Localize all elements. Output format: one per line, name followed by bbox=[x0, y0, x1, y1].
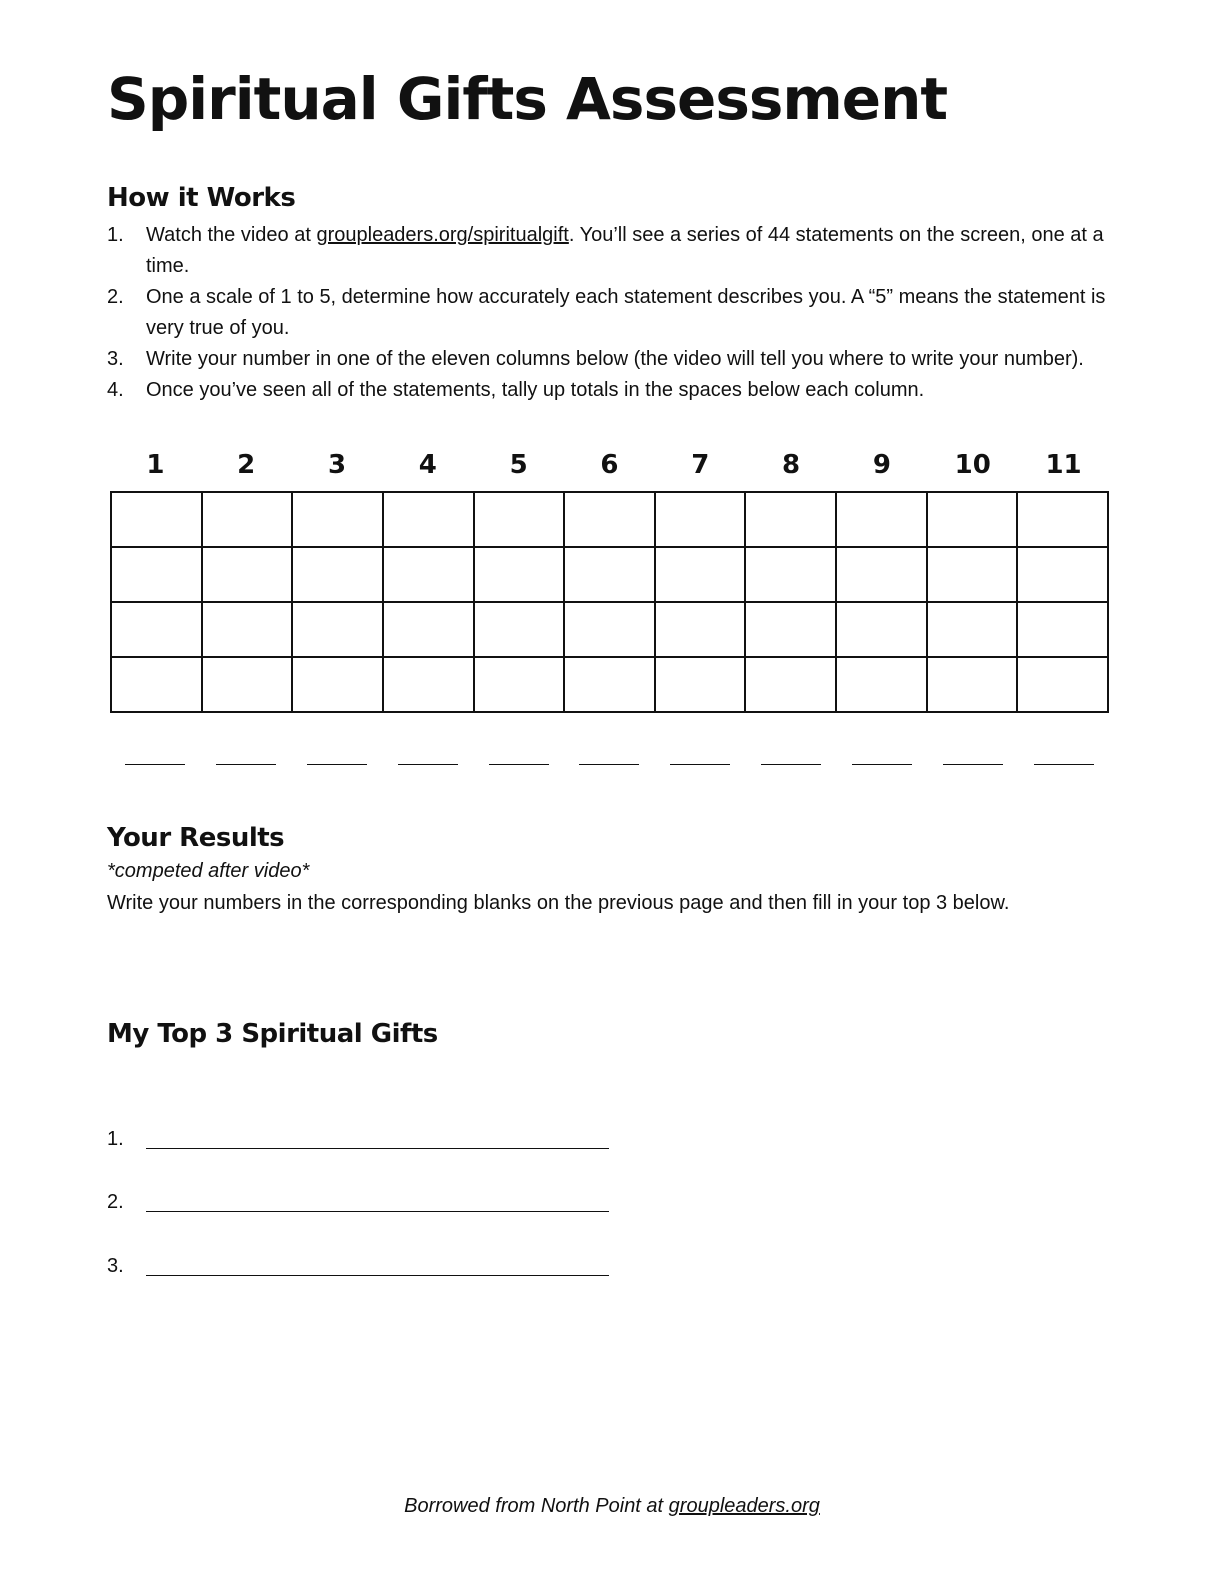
top-gift-number: 3. bbox=[107, 1254, 124, 1277]
grid-cell[interactable] bbox=[745, 602, 836, 657]
top-gift-blank[interactable] bbox=[146, 1253, 609, 1276]
grid-cell[interactable] bbox=[383, 492, 474, 547]
grid-row bbox=[111, 657, 1108, 712]
grid-row bbox=[111, 602, 1108, 657]
column-total-blank[interactable] bbox=[655, 764, 746, 765]
step-item bbox=[107, 375, 1107, 406]
grid-cell[interactable] bbox=[474, 492, 565, 547]
grid-cell[interactable] bbox=[292, 657, 383, 712]
grid-column-headers bbox=[110, 450, 1109, 480]
step-text bbox=[146, 220, 1107, 282]
video-link[interactable]: groupleaders.org/spiritualgift bbox=[316, 224, 569, 246]
grid-cell[interactable] bbox=[383, 657, 474, 712]
column-total-blanks bbox=[110, 764, 1109, 765]
grid-row bbox=[111, 547, 1108, 602]
top-gift-item bbox=[107, 1085, 609, 1149]
step-item bbox=[107, 220, 1107, 282]
grid-cell[interactable] bbox=[1017, 547, 1108, 602]
top-gift-number: 2. bbox=[107, 1191, 124, 1213]
grid-row bbox=[111, 492, 1108, 547]
step-text-after: . You’ll see a series of 44 statements on the screen, one at a time. bbox=[146, 224, 1104, 277]
top-gift-item bbox=[107, 1212, 609, 1276]
grid-cell[interactable] bbox=[836, 657, 927, 712]
column-total-blank[interactable] bbox=[382, 764, 473, 765]
grid-cell[interactable] bbox=[292, 492, 383, 547]
grid-cell[interactable] bbox=[1017, 657, 1108, 712]
grid-cell[interactable] bbox=[383, 602, 474, 657]
column-total-blank[interactable] bbox=[473, 764, 564, 765]
grid-cell[interactable] bbox=[655, 492, 746, 547]
grid-cell[interactable] bbox=[564, 492, 655, 547]
grid-cell[interactable] bbox=[202, 602, 293, 657]
grid-cell[interactable] bbox=[474, 657, 565, 712]
results-instruction: Write your numbers in the corresponding blanks on the previous page and then fill in your top 3 below. bbox=[107, 892, 1010, 914]
grid-cell[interactable] bbox=[745, 492, 836, 547]
step-item bbox=[107, 344, 1107, 375]
top-gifts-list bbox=[107, 1085, 609, 1276]
footer-link[interactable]: groupleaders.org bbox=[668, 1495, 820, 1517]
column-header: 11 bbox=[1045, 450, 1082, 480]
top-gift-blank[interactable] bbox=[146, 1189, 609, 1212]
grid-cell[interactable] bbox=[564, 657, 655, 712]
step-text-before: Watch the video at bbox=[146, 224, 317, 246]
step-number: 2. bbox=[107, 286, 124, 308]
grid-cell[interactable] bbox=[111, 547, 202, 602]
grid-cell[interactable] bbox=[655, 657, 746, 712]
column-total-blank[interactable] bbox=[292, 764, 383, 765]
step-text: One a scale of 1 to 5, determine how accurately each statement describes you. A “5” means the statement is very true of you. bbox=[146, 286, 1106, 339]
grid-cell[interactable] bbox=[927, 602, 1018, 657]
column-total-blank[interactable] bbox=[110, 764, 201, 765]
column-header: 1 bbox=[146, 450, 165, 480]
grid-cell[interactable] bbox=[1017, 492, 1108, 547]
your-results-heading: Your Results bbox=[107, 823, 285, 853]
grid-cell[interactable] bbox=[202, 492, 293, 547]
column-header: 7 bbox=[691, 450, 710, 480]
column-header: 9 bbox=[872, 450, 891, 480]
grid-cell[interactable] bbox=[836, 602, 927, 657]
steps-list bbox=[107, 220, 1107, 406]
step-number: 1. bbox=[107, 224, 124, 246]
grid-cell[interactable] bbox=[655, 602, 746, 657]
footer bbox=[0, 1495, 1224, 1518]
column-header: 10 bbox=[954, 450, 991, 480]
column-total-blank[interactable] bbox=[201, 764, 292, 765]
grid-cell[interactable] bbox=[655, 547, 746, 602]
grid-cell[interactable] bbox=[111, 492, 202, 547]
column-total-blank[interactable] bbox=[1018, 764, 1109, 765]
grid-cell[interactable] bbox=[836, 492, 927, 547]
top-gift-item bbox=[107, 1149, 609, 1213]
step-text: Once you’ve seen all of the statements, tally up totals in the spaces below each column. bbox=[146, 379, 925, 401]
grid-cell[interactable] bbox=[564, 602, 655, 657]
top-gift-blank[interactable] bbox=[146, 1126, 609, 1149]
step-number: 4. bbox=[107, 379, 124, 401]
page-title: Spiritual Gifts Assessment bbox=[107, 65, 948, 133]
top-gift-number: 1. bbox=[107, 1127, 124, 1150]
grid-cell[interactable] bbox=[564, 547, 655, 602]
grid-cell[interactable] bbox=[292, 547, 383, 602]
grid-cell[interactable] bbox=[383, 547, 474, 602]
grid-cell[interactable] bbox=[202, 657, 293, 712]
grid-cell[interactable] bbox=[1017, 602, 1108, 657]
results-note: *competed after video* bbox=[107, 860, 310, 882]
score-grid bbox=[110, 491, 1109, 713]
column-total-blank[interactable] bbox=[746, 764, 837, 765]
grid-cell[interactable] bbox=[474, 547, 565, 602]
grid-cell[interactable] bbox=[292, 602, 383, 657]
footer-text: Borrowed from North Point at bbox=[404, 1495, 669, 1517]
grid-cell[interactable] bbox=[111, 657, 202, 712]
how-it-works-heading: How it Works bbox=[107, 183, 296, 213]
column-header: 8 bbox=[782, 450, 801, 480]
grid-cell[interactable] bbox=[927, 492, 1018, 547]
grid-cell[interactable] bbox=[474, 602, 565, 657]
step-item bbox=[107, 282, 1107, 344]
column-total-blank[interactable] bbox=[837, 764, 928, 765]
step-text: Write your number in one of the eleven columns below (the video will tell you where to write your number). bbox=[146, 348, 1084, 370]
grid-cell[interactable] bbox=[745, 547, 836, 602]
top-gifts-heading: My Top 3 Spiritual Gifts bbox=[107, 1019, 438, 1049]
step-number: 3. bbox=[107, 348, 124, 370]
column-total-blank[interactable] bbox=[564, 764, 655, 765]
grid-cell[interactable] bbox=[202, 547, 293, 602]
grid-cell[interactable] bbox=[927, 657, 1018, 712]
grid-cell[interactable] bbox=[927, 547, 1018, 602]
column-header: 3 bbox=[327, 450, 347, 480]
grid-cell[interactable] bbox=[836, 547, 927, 602]
column-header: 4 bbox=[418, 450, 437, 480]
column-total-blank[interactable] bbox=[927, 764, 1018, 765]
column-header: 6 bbox=[600, 450, 619, 480]
grid-cell[interactable] bbox=[745, 657, 836, 712]
column-header: 2 bbox=[237, 450, 256, 480]
column-header: 5 bbox=[509, 450, 528, 480]
grid-cell[interactable] bbox=[111, 602, 202, 657]
